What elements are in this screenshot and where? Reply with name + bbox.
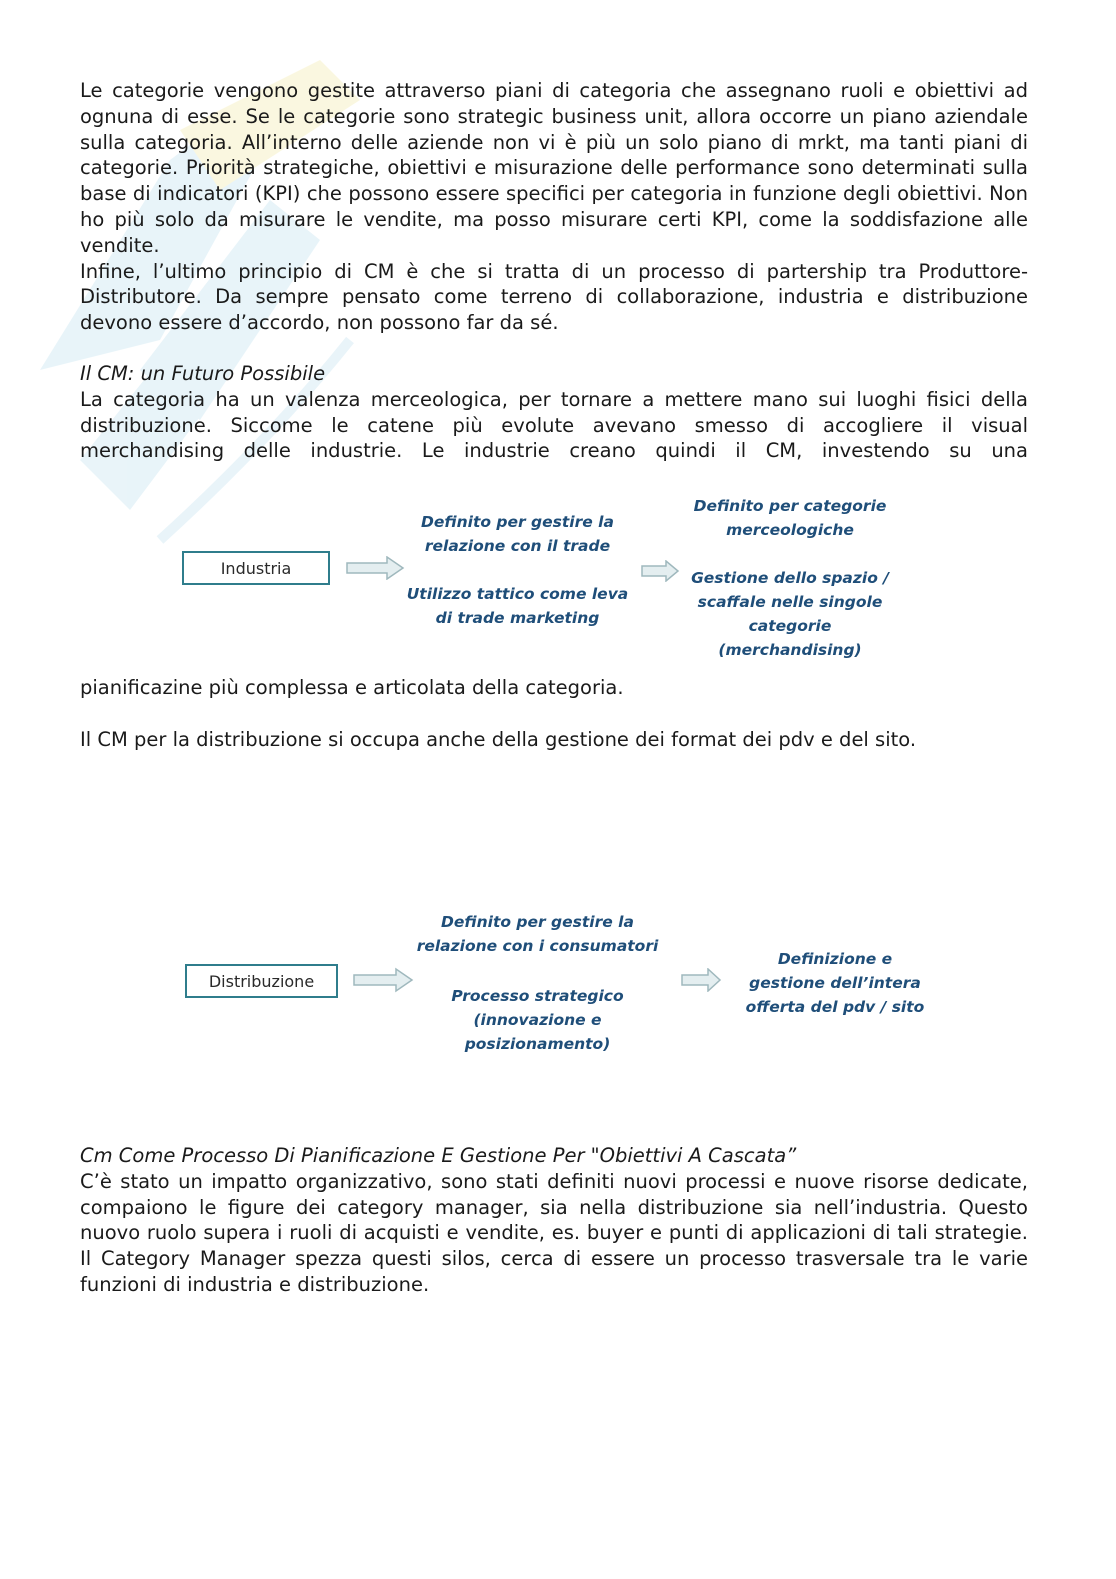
text-line: offerta del pdv / sito [745, 998, 925, 1016]
box-distribuzione: Distribuzione [185, 964, 338, 998]
diagram1-middle-top [405, 510, 630, 558]
diagram2-middle-bottom [415, 984, 660, 1056]
diagram1-right-top [680, 494, 900, 542]
spacer [80, 701, 1028, 727]
section-heading-cascata: Cm Come Processo Di Pianificazione E Gestione Per "Obiettivi A Cascata” [80, 1144, 797, 1167]
section-heading-futuro: Il CM: un Futuro Possibile [80, 362, 326, 385]
box-industria: Industria [182, 551, 330, 585]
arrow-right-icon [352, 967, 414, 993]
arrow-right-icon [640, 560, 680, 582]
paragraph-categorie: Le categorie vengono gestite attraverso piani di categoria che assegnano ruoli e obiettivi ad ognuna di esse. Se le categorie sono strategic business unit, allora occorre un piano aziendale sulla categoria. All’interno delle aziende non vi è più un solo piano di mrkt, ma tanti piani di categorie. Priorità strategiche, obiettivi e misurazione delle performance sono determinati sulla base di indicatori (KPI) che possono essere specifici per categoria in funzione degli obiettivi. Non ho più solo da misurare le vendite, ma posso misurare certi KPI, come la soddisfazione alle vendite. [80, 79, 1028, 257]
paragraph-impatto: C’è stato un impatto organizzativo, sono stati definiti nuovi processi e nuove risorse dedicate, compaiono le figure dei category manager, sia nella distribuzione sia nell’industria. Questo nuovo ruolo supera i ruoli di acquisti e vendite, es. buyer e punti di applicazioni di tali strategie. Il Category Manager spezza questi silos, cerca di essere un processo trasversale tra le varie funzioni di industria e distribuzione. [80, 1169, 1028, 1296]
text-line: Utilizzo tattico come leva [406, 585, 629, 603]
text-line: Gestione dello spazio / [691, 569, 889, 587]
text-line: (merchandising) [718, 641, 862, 659]
diagram-distribuzione [0, 905, 1116, 1065]
paragraph-partnership: Infine, l’ultimo principio di CM è che si tratta di un processo di partership tra Produttore-Distributore. Da sempre pensato come terreno di collaborazione, industria e distribuzione devono essere d’accordo, non possono far da sé. [80, 259, 1028, 335]
arrow-right-icon [345, 556, 405, 580]
diagram-industria [0, 490, 1116, 670]
paragraph-format: Il CM per la distribuzione si occupa anche della gestione dei format dei pdv e del sito. [80, 727, 917, 751]
paragraph-pianificazione: pianificazine più complessa e articolata della categoria. [80, 676, 624, 699]
text-line: merceologiche [726, 521, 854, 539]
arrow-right-icon [680, 968, 722, 992]
text-line: Definito per gestire la [421, 513, 614, 531]
section-cascata [80, 1143, 1028, 1298]
text-line: relazione con i consumatori [416, 937, 659, 955]
text-line: relazione con il trade [424, 537, 611, 555]
diagram2-middle-top [415, 910, 660, 958]
text-line: Definizione e [777, 950, 893, 968]
diagram2-right [725, 947, 945, 1019]
paragraph-valenza: La categoria ha un valenza merceologica, per tornare a mettere mano sui luoghi fisici della distribuzione. Siccome le catene più evolute avevano smesso di accogliere il visual merchandising delle industrie. Le industrie creano quindi il CM, investendo su una [80, 387, 1028, 463]
text-line: Definito per gestire la [441, 913, 634, 931]
text-line: posizionamento) [464, 1035, 611, 1053]
after-diagram-text [80, 675, 1028, 753]
text-line: (innovazione e [473, 1011, 602, 1029]
text-line: Definito per categorie [693, 497, 887, 515]
intro-text [80, 78, 1028, 336]
text-line: Processo strategico [451, 987, 624, 1005]
text-line: categorie [748, 617, 832, 635]
text-line: scaffale nelle singole [697, 593, 883, 611]
section-futuro [80, 361, 1028, 464]
text-line: di trade marketing [435, 609, 600, 627]
diagram1-middle-bottom [405, 582, 630, 630]
diagram1-right-bottom [680, 566, 900, 662]
text-line: gestione dell’intera [749, 974, 921, 992]
